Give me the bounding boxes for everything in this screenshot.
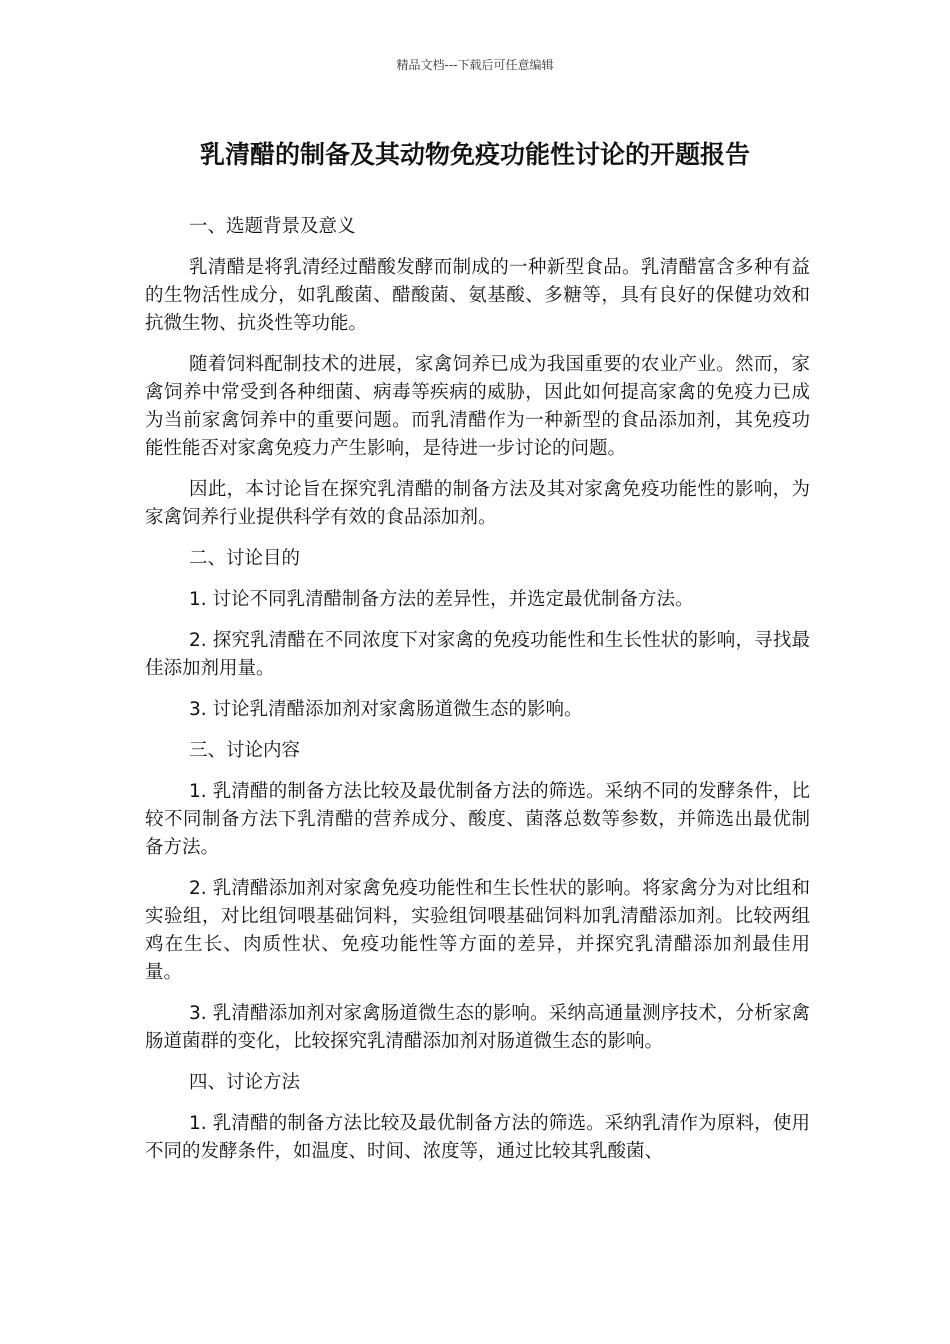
section-heading-purpose: 二、讨论目的 <box>189 548 301 569</box>
header-note: 精品文档---下载后可任意编辑 <box>396 58 554 72</box>
paragraph: 因此，本讨论旨在探究乳清醋的制备方法及其对家禽免疫功能性的影响，为家禽饲养行业提供科学有效的食品添加剂。 <box>145 479 810 528</box>
section-heading-content: 三、讨论内容 <box>189 740 301 761</box>
paragraph: 随着饲料配制技术的进展，家禽饲养已成为我国重要的农业产业。然而，家禽饲养中常受到各种细菌、病毒等疾病的威胁，因此如何提高家禽的免疫力已成为当前家禽饲养中的重要问题。而乳清醋作为一种新型的食品添加剂，其免疫功能性能否对家禽免疫力产生影响，是待进一步讨论的问题。 <box>145 354 810 459</box>
list-item: 3. 讨论乳清醋添加剂对家禽肠道微生态的影响。 <box>189 699 583 720</box>
list-item: 1. 乳清醋的制备方法比较及最优制备方法的筛选。采纳不同的发酵条件，比较不同制备方法下乳清醋的营养成分、酸度、菌落总数等参数，并筛选出最优制备方法。 <box>145 781 810 858</box>
list-item: 3. 乳清醋添加剂对家禽肠道微生态的影响。采纳高通量测序技术，分析家禽肠道菌群的变化，比较探究乳清醋添加剂对肠道微生态的影响。 <box>145 1003 810 1052</box>
list-item: 1. 讨论不同乳清醋制备方法的差异性，并选定最优制备方法。 <box>189 589 694 610</box>
list-item: 2. 乳清醋添加剂对家禽免疫功能性和生长性状的影响。将家禽分为对比组和实验组，对比组饲喂基础饲料，实验组饲喂基础饲料加乳清醋添加剂。比较两组鸡在生长、肉质性状、免疫功能性等方面的差异，并探究乳清醋添加剂最佳用量。 <box>145 878 810 983</box>
section-heading-method: 四、讨论方法 <box>189 1072 301 1093</box>
paragraph: 乳清醋是将乳清经过醋酸发酵而制成的一种新型食品。乳清醋富含多种有益的生物活性成分，如乳酸菌、醋酸菌、氨基酸、多糖等，具有良好的保健功效和抗微生物、抗炎性等功能。 <box>145 257 810 334</box>
list-item: 2. 探究乳清醋在不同浓度下对家禽的免疫功能性和生长性状的影响，寻找最佳添加剂用量。 <box>145 630 810 679</box>
document-body <box>145 213 810 1179</box>
section-heading-background: 一、选题背景及意义 <box>189 216 356 237</box>
list-item: 1. 乳清醋的制备方法比较及最优制备方法的筛选。采纳乳清作为原料，使用不同的发酵条件，如温度、时间、浓度等，通过比较其乳酸菌、 <box>145 1113 810 1162</box>
document-title: 乳清醋的制备及其动物免疫功能性讨论的开题报告 <box>199 140 750 169</box>
